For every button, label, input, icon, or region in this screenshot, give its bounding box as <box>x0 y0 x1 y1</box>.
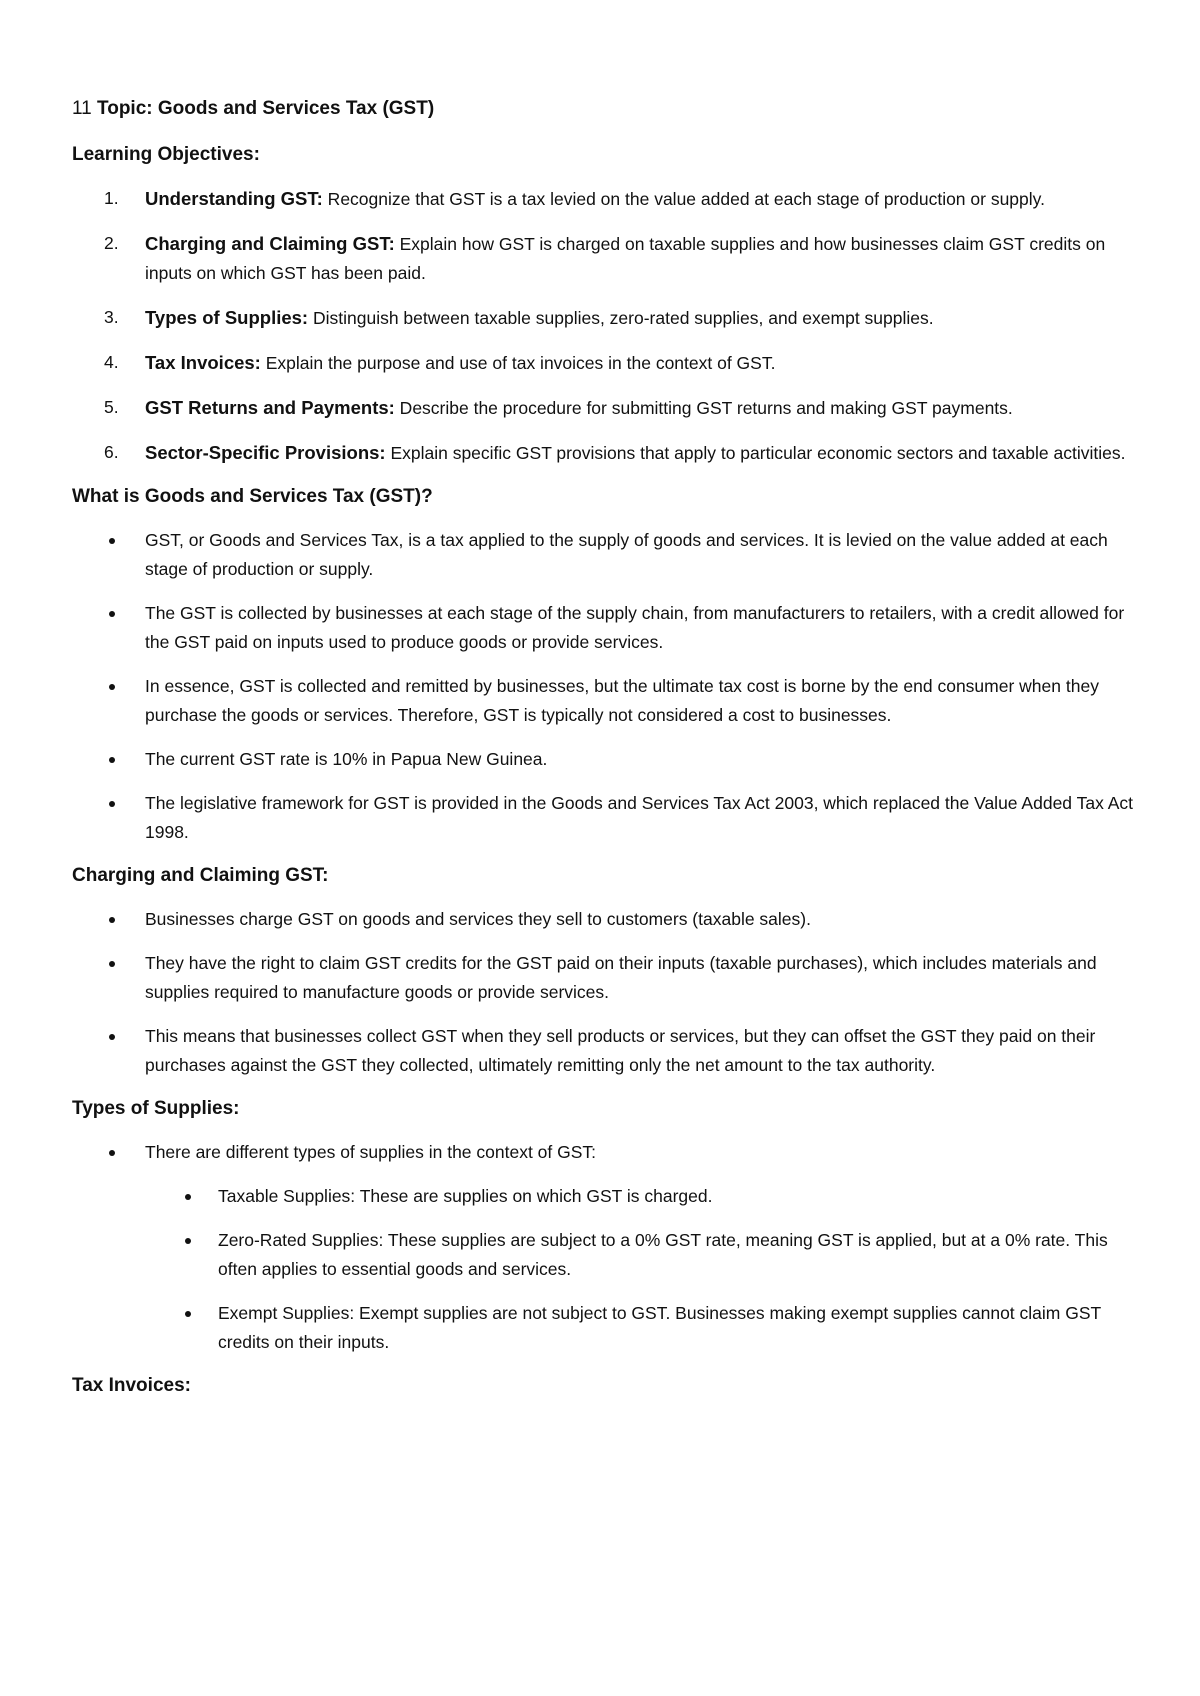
list-item-text: Businesses charge GST on goods and services they sell to customers (taxable sales). <box>145 909 811 929</box>
list-item-text: Taxable Supplies: These are supplies on which GST is charged. <box>218 1186 713 1206</box>
section-heading-types-of-supplies: Types of Supplies: <box>72 1098 240 1119</box>
objective-desc: Distinguish between taxable supplies, zero-rated supplies, and exempt supplies. <box>308 308 934 328</box>
section-heading-charging-claiming: Charging and Claiming GST: <box>72 865 329 886</box>
list-item-text: This means that businesses collect GST when they sell products or services, but they can offset the GST they paid on their purchases against the GST they collected, ultimately remitting only the net amount to the tax authority. <box>145 1026 1096 1075</box>
topic-number: 11 <box>72 98 92 119</box>
bullet-icon <box>109 684 115 690</box>
list-item <box>72 789 1142 847</box>
bullet-icon <box>109 611 115 617</box>
list-item-text: They have the right to claim GST credits for the GST paid on their inputs (taxable purchases), which includes materials and supplies required to manufacture goods or provide services. <box>145 953 1097 1002</box>
list-number: 1. <box>104 188 119 208</box>
bullet-icon <box>109 1150 115 1156</box>
list-item <box>72 599 1142 657</box>
list-item <box>72 348 1142 378</box>
list-item-text: The GST is collected by businesses at each stage of the supply chain, from manufacturers to retailers, with a credit allowed for the GST paid on inputs used to produce goods or provide services. <box>145 603 1125 652</box>
list-item-text: In essence, GST is collected and remitted by businesses, but the ultimate tax cost is borne by the end consumer when they purchase the goods or services. Therefore, GST is typically not considered a cost to businesses. <box>145 676 1099 725</box>
document-page <box>72 96 1142 1415</box>
bullet-icon <box>109 801 115 807</box>
list-number: 4. <box>104 352 119 372</box>
objective-term: Understanding GST: <box>145 188 323 209</box>
list-item-text: There are different types of supplies in the context of GST: <box>145 1142 597 1162</box>
bullet-icon <box>109 538 115 544</box>
list-item <box>72 1022 1142 1080</box>
objective-desc: Explain how GST is charged on taxable supplies and how businesses claim GST credits on inputs on which GST has been paid. <box>145 234 1106 283</box>
list-item-text: The legislative framework for GST is provided in the Goods and Services Tax Act 2003, which replaced the Value Added Tax Act 1998. <box>145 793 1133 842</box>
list-item-text: Zero-Rated Supplies: These supplies are subject to a 0% GST rate, meaning GST is applied, but at a 0% rate. This often applies to essential goods and services. <box>218 1230 1108 1279</box>
objective-term: Types of Supplies: <box>145 307 309 328</box>
section-heading-learning-objectives: Learning Objectives: <box>72 144 260 165</box>
list-item <box>72 303 1142 333</box>
page-title <box>72 96 1142 122</box>
objective-term: GST Returns and Payments: <box>145 397 395 418</box>
bullet-icon <box>109 917 115 923</box>
list-item <box>72 905 1142 934</box>
list-item <box>72 526 1142 584</box>
bullet-icon <box>109 961 115 967</box>
charging-claiming-list <box>72 905 1142 1080</box>
objective-desc: Explain specific GST provisions that apply to particular economic sectors and taxable activities. <box>385 443 1126 463</box>
list-item <box>72 438 1142 468</box>
list-item <box>72 393 1142 423</box>
list-item <box>72 229 1142 288</box>
list-item <box>72 1138 1142 1167</box>
list-item <box>72 745 1142 774</box>
list-item <box>72 672 1142 730</box>
section-heading-tax-invoices: Tax Invoices: <box>72 1375 191 1396</box>
section-heading-what-is-gst: What is Goods and Services Tax (GST)? <box>72 486 433 507</box>
sub-list-item <box>72 1182 1142 1211</box>
list-number: 3. <box>104 307 119 327</box>
objective-desc: Recognize that GST is a tax levied on the value added at each stage of production or supply. <box>322 189 1045 209</box>
sub-list-item <box>72 1226 1142 1284</box>
bullet-icon <box>185 1311 191 1317</box>
list-number: 5. <box>104 397 119 417</box>
list-item <box>72 184 1142 214</box>
list-item-text: Exempt Supplies: Exempt supplies are not subject to GST. Businesses making exempt supplies cannot claim GST credits on their inputs. <box>218 1303 1101 1352</box>
topic-title: Topic: Goods and Services Tax (GST) <box>97 98 435 119</box>
list-number: 6. <box>104 442 119 462</box>
list-number: 2. <box>104 233 119 253</box>
objective-desc: Explain the purpose and use of tax invoices in the context of GST. <box>260 353 776 373</box>
objective-term: Charging and Claiming GST: <box>145 233 395 254</box>
list-item-text: The current GST rate is 10% in Papua New Guinea. <box>145 749 548 769</box>
what-is-gst-list <box>72 526 1142 847</box>
sub-list-item <box>72 1299 1142 1357</box>
types-of-supplies-list <box>72 1138 1142 1357</box>
learning-objectives-list <box>72 184 1142 468</box>
list-item <box>72 949 1142 1007</box>
bullet-icon <box>109 1034 115 1040</box>
objective-term: Sector-Specific Provisions: <box>145 442 386 463</box>
objective-desc: Describe the procedure for submitting GST returns and making GST payments. <box>394 398 1013 418</box>
bullet-icon <box>109 757 115 763</box>
list-item-text: GST, or Goods and Services Tax, is a tax applied to the supply of goods and services. It is levied on the value added at each stage of production or supply. <box>145 530 1108 579</box>
objective-term: Tax Invoices: <box>145 352 261 373</box>
bullet-icon <box>185 1238 191 1244</box>
bullet-icon <box>185 1194 191 1200</box>
